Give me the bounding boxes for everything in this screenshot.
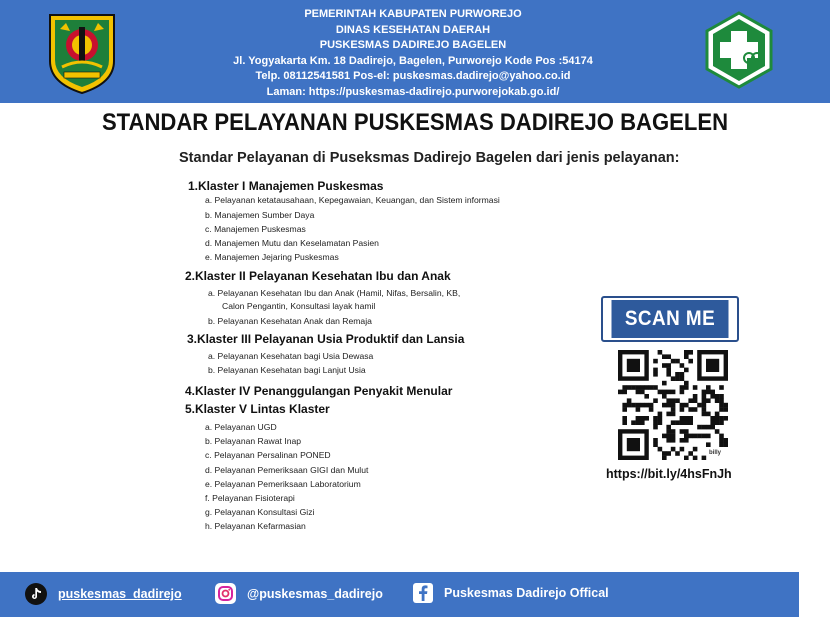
scan-me-label: SCAN ME — [612, 300, 729, 338]
klaster-3-heading: 3.Klaster III Pelayanan Usia Produktif dan Lansia — [187, 332, 465, 346]
header-line: DINAS KESEHATAN DAERAH — [335, 23, 491, 36]
puskesmas-logo-icon — [705, 11, 773, 89]
footer-instagram-link[interactable] — [215, 583, 383, 604]
page-title: STANDAR PELAYANAN PUSKESMAS DADIREJO BAGELEN — [101, 109, 729, 136]
instagram-icon — [215, 583, 236, 604]
list-item: d. Manajemen Mutu dan Keselamatan Pasien — [205, 238, 379, 248]
header-line: PEMERINTAH KABUPATEN PURWOREJO — [304, 8, 522, 20]
scan-me-button[interactable] — [601, 296, 739, 342]
header-banner — [0, 0, 830, 103]
header-line: Jl. Yogyakarta Km. 18 Dadirejo, Bagelen, Purworejo Kode Pos :54174 — [233, 54, 593, 67]
footer-facebook-link[interactable] — [413, 583, 609, 603]
klaster-2-heading: 2.Klaster II Pelayanan Kesehatan Ibu dan Anak — [185, 269, 451, 283]
footer-bar — [0, 572, 799, 617]
list-item: g. Pelayanan Konsultasi Gizi — [205, 507, 315, 517]
page-subtitle: Standar Pelayanan di Puseksmas Dadirejo Bagelen dari jenis pelayanan: — [179, 150, 680, 166]
facebook-icon — [413, 583, 433, 603]
klaster-1-heading: 1.Klaster I Manajemen Puskesmas — [188, 179, 384, 193]
qr-brand-label: billy — [709, 450, 722, 456]
list-item: f. Pelayanan Fisioterapi — [205, 493, 295, 503]
qr-link[interactable]: https://bit.ly/4hsFnJh — [606, 467, 732, 481]
list-item: e. Manajemen Jejaring Puskesmas — [205, 252, 339, 262]
header-address-block — [150, 7, 676, 101]
footer-tiktok-link[interactable] — [25, 583, 182, 605]
header-line: Telp. 08112541581 Pos-el: puskesmas.dadirejo@yahoo.co.id — [255, 70, 571, 83]
klaster-5-heading: 5.Klaster V Lintas Klaster — [185, 402, 330, 416]
qr-code-icon[interactable] — [618, 350, 728, 460]
header-line: Laman: https://puskesmas-dadirejo.purworejokab.go.id/ — [266, 85, 560, 98]
list-item: a. Pelayanan UGD — [205, 422, 277, 432]
list-item: e. Pelayanan Pemeriksaan Laboratorium — [205, 479, 361, 489]
list-item: a. Pelayanan Kesehatan bagi Usia Dewasa — [208, 351, 374, 361]
list-item: c. Manajemen Puskesmas — [205, 224, 306, 234]
list-item: b. Pelayanan Rawat Inap — [205, 436, 302, 446]
tiktok-label: puskesmas_dadirejo — [58, 587, 182, 601]
list-item: Calon Pengantin, Konsultasi layak hamil — [222, 301, 376, 311]
list-item: b. Pelayanan Kesehatan bagi Lanjut Usia — [208, 365, 366, 375]
list-item: d. Pelayanan Pemeriksaan GIGI dan Mulut — [205, 465, 369, 475]
list-item: c. Pelayanan Persalinan PONED — [205, 450, 331, 460]
klaster-4-heading: 4.Klaster IV Penanggulangan Penyakit Menular — [185, 384, 453, 398]
list-item: a. Pelayanan ketatausahaan, Kepegawaian, Keuangan, dan Sistem informasi — [205, 195, 500, 205]
list-item: b. Pelayanan Kesehatan Anak dan Remaja — [208, 316, 372, 326]
tiktok-icon — [25, 583, 47, 605]
list-item: h. Pelayanan Kefarmasian — [205, 521, 306, 531]
facebook-label: Puskesmas Dadirejo Offical — [444, 586, 609, 600]
purworejo-regency-logo-icon — [46, 9, 118, 95]
instagram-label: @puskesmas_dadirejo — [247, 586, 383, 601]
list-item: b. Manajemen Sumber Daya — [205, 210, 315, 220]
list-item: a. Pelayanan Kesehatan Ibu dan Anak (Hamil, Nifas, Bersalin, KB, — [208, 288, 461, 298]
header-line: PUSKESMAS DADIREJO BAGELEN — [319, 39, 507, 52]
